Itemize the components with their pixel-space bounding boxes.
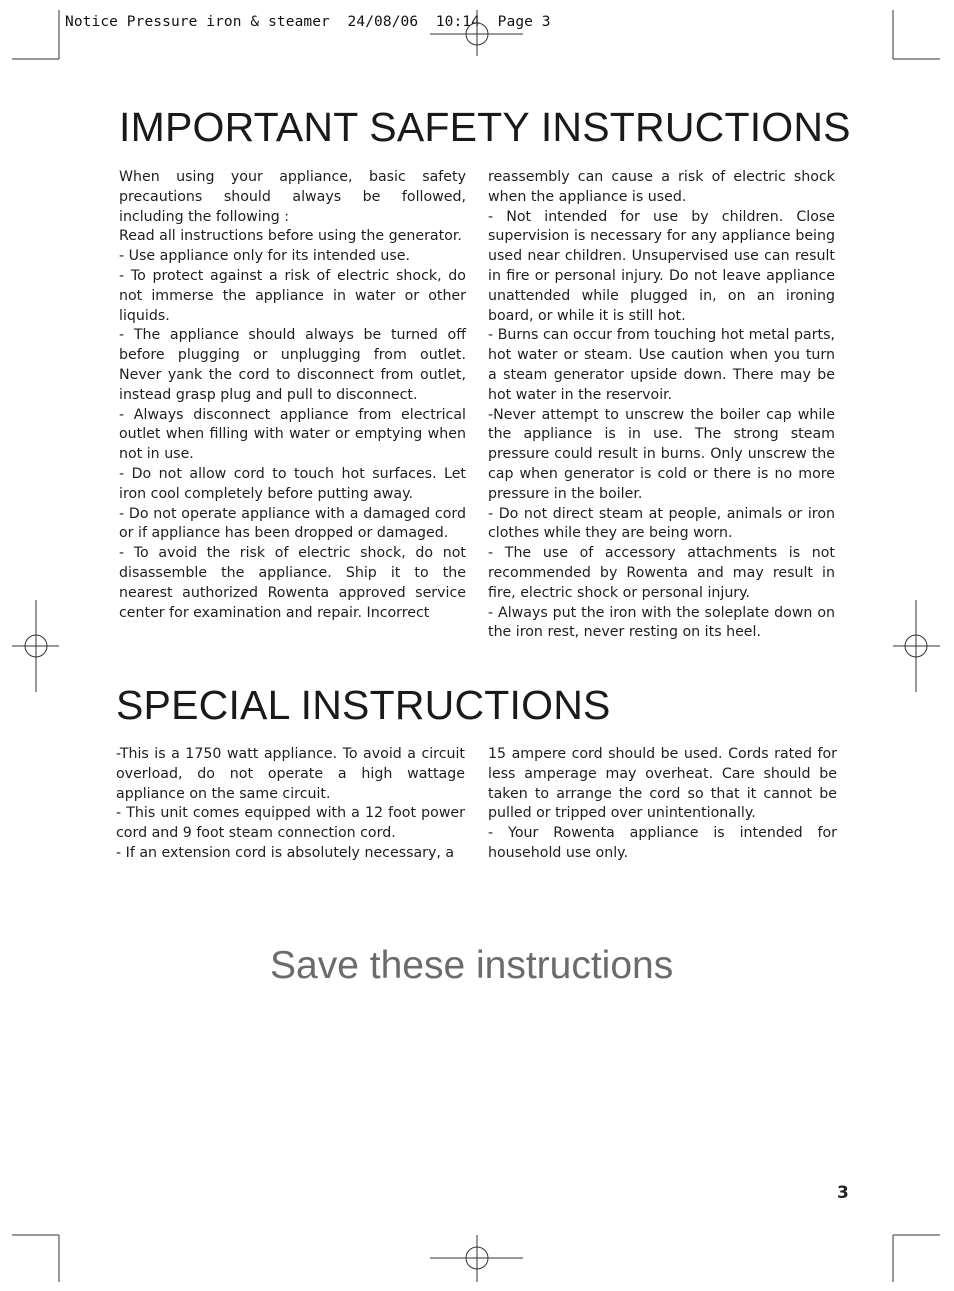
- safety-column-left: [119, 168, 466, 623]
- paragraph: - The appliance should always be turned off before plugging or unplugging from outlet. Never yank the cord to disconnect from outlet, instead grasp plug and pull to disconnect.: [119, 327, 466, 403]
- special-column-left: [116, 745, 465, 864]
- paragraph: When using your appliance, basic safety precautions should always be followed, including the following :: [119, 169, 466, 225]
- paragraph: - The use of accessory attachments is not recommended by Rowenta and may result in fire, electric shock or personal injury.: [488, 545, 835, 601]
- paragraph: - Your Rowenta appliance is intended for household use only.: [488, 825, 837, 861]
- registration-mark-bottom: [430, 1235, 523, 1282]
- print-slug: Notice Pressure iron & steamer 24/08/06 10:14 Page 3: [65, 14, 551, 30]
- paragraph: - Always put the iron with the soleplate down on the iron rest, never resting on its heel.: [488, 604, 835, 641]
- special-heading: SPECIAL INSTRUCTIONS: [116, 682, 611, 728]
- paragraph: - If an extension cord is absolutely necessary, a: [116, 844, 455, 861]
- paragraph: reassembly can cause a risk of electric shock when the appliance is used.: [488, 169, 835, 205]
- safety-column-right: [488, 168, 835, 643]
- special-column-right: [488, 745, 837, 864]
- paragraph: - Not intended for use by children. Close supervision is necessary for any appliance being used near children. Unsupervised use can result in fire or personal injury. Do not leave appliance unattended while plugged in, on an ironing board, or while it is still hot.: [488, 208, 835, 324]
- registration-mark-right: [893, 600, 940, 692]
- paragraph: - Do not operate appliance with a damaged cord or if appliance has been dropped or damaged.: [119, 505, 466, 542]
- paragraph: - Do not allow cord to touch hot surfaces. Let iron cool completely before putting away.: [119, 465, 466, 502]
- registration-mark-left: [12, 600, 59, 692]
- paragraph: - Always disconnect appliance from electrical outlet when filling with water or emptying when not in use.: [119, 406, 466, 463]
- save-instructions-text: Save these instructions: [270, 944, 674, 987]
- paragraph: - Burns can occur from touching hot metal parts, hot water or steam. Use caution when you turn a steam generator upside down. There may be hot water in the reservoir.: [488, 327, 835, 403]
- paragraph: - Use appliance only for its intended use.: [119, 248, 410, 265]
- paragraph: Read all instructions before using the generator.: [119, 228, 462, 245]
- paragraph: - Do not direct steam at people, animals or iron clothes while they are being worn.: [488, 505, 835, 542]
- paragraph: 15 ampere cord should be used. Cords rated for less amperage may overheat. Care should be taken to arrange the cord so that it cannot be pulled or tripped over unintentionally.: [488, 746, 837, 822]
- paragraph: - This unit comes equipped with a 12 foot power cord and 9 foot steam connection cord.: [116, 805, 465, 842]
- safety-heading: IMPORTANT SAFETY INSTRUCTIONS: [119, 104, 851, 150]
- paragraph: -Never attempt to unscrew the boiler cap while the appliance is in use. The strong steam pressure could result in burns. Only unscrew the cap when generator is cold or there is no more pressure in the boiler.: [488, 406, 835, 502]
- paragraph: - To avoid the risk of electric shock, do not disassemble the appliance. Ship it to the nearest authorized Rowenta approved service center for examination and repair. Incorrect: [119, 545, 466, 621]
- paragraph: -This is a 1750 watt appliance. To avoid a circuit overload, do not operate a high wattage appliance on the same circuit.: [116, 746, 465, 802]
- paragraph: - To protect against a risk of electric shock, do not immerse the appliance in water or other liquids.: [119, 267, 466, 324]
- page-number: 3: [837, 1183, 849, 1203]
